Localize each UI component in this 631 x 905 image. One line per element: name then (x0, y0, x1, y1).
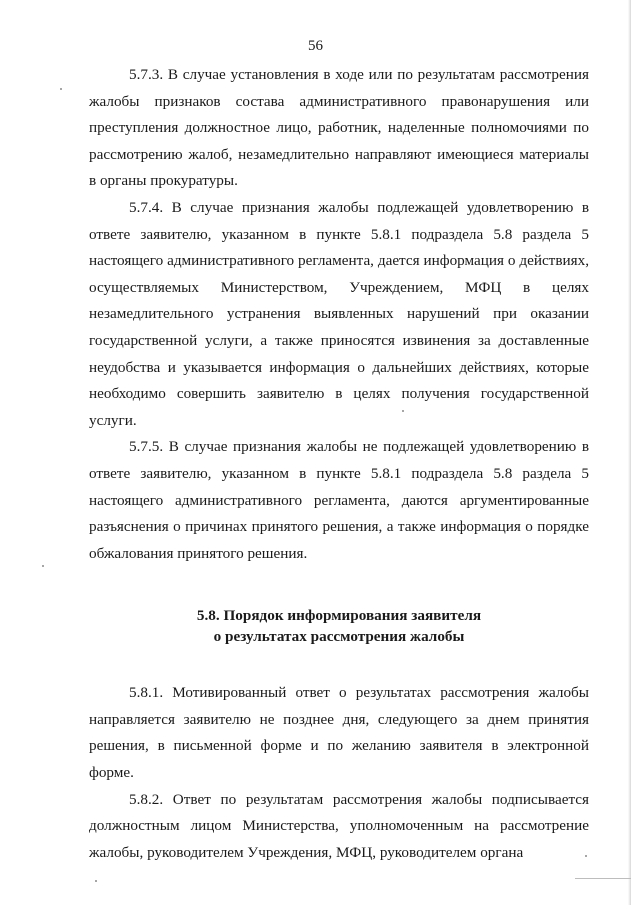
section-heading-line-2: о результатах рассмотрения жалобы (213, 628, 465, 646)
scan-speck (585, 855, 587, 857)
paragraph-5-8-1: 5.8.1. Мотивированный ответ о результатах рассмотрения жалобы направляется заявителю не позднее дня, следующего за днем принятия решения, в письменной форме и по желанию заявителя в электронной форме. (89, 684, 589, 782)
paragraph-5-7-5: 5.7.5. В случае признания жалобы не подлежащей удовлетворению в ответе заявителю, указанном в пункте 5.8.1 подраздела 5.8 раздела 5 настоящего административного регламента, даются аргументированные разъяснения о причинах принятого решения, а также информация о порядке обжалования принятого решения. (89, 438, 589, 562)
scan-edge-line (575, 878, 631, 879)
section-heading-5-8 (89, 605, 589, 647)
page-number: 56 (308, 38, 323, 54)
scan-speck (402, 410, 404, 412)
spacer (89, 567, 589, 605)
section-heading-line-1: 5.8. Порядок информирования заявителя (196, 607, 482, 625)
paragraph-5-8-2: 5.8.2. Ответ по результатам рассмотрения жалобы подписывается должностным лицом Министерства, уполномоченным на рассмотрение жалобы, руководителем Учреждения, МФЦ, руководителем органа (89, 790, 589, 861)
scan-speck (95, 880, 97, 882)
scan-speck (60, 88, 62, 90)
spacer (89, 647, 589, 680)
paragraph-5-7-3: 5.7.3. В случае установления в ходе или по результатам рассмотрения жалобы признаков состава административного правонарушения или преступления должностное лицо, работник, наделенные полномочиями по рассмотрению жалоб, незамедлительно направляют имеющиеся материалы в органы прокуратуры. (89, 66, 589, 190)
paragraph-5-7-4: 5.7.4. В случае признания жалобы подлежащей удовлетворению в ответе заявителю, указанном в пункте 5.8.1 подраздела 5.8 раздела 5 настоящего административного регламента, дается информация о действиях, осуществляемых Министерством, Учреждением, МФЦ в целях незамедлительного устранения выявленных нарушений при оказании государственной услуги, а также приносятся извинения за доставленные неудобства и указывается информация о дальнейших действиях, которые необходимо совершить заявителю в целях получения государственной услуги. (89, 198, 589, 429)
document-body (89, 62, 589, 866)
scan-speck (42, 565, 44, 567)
